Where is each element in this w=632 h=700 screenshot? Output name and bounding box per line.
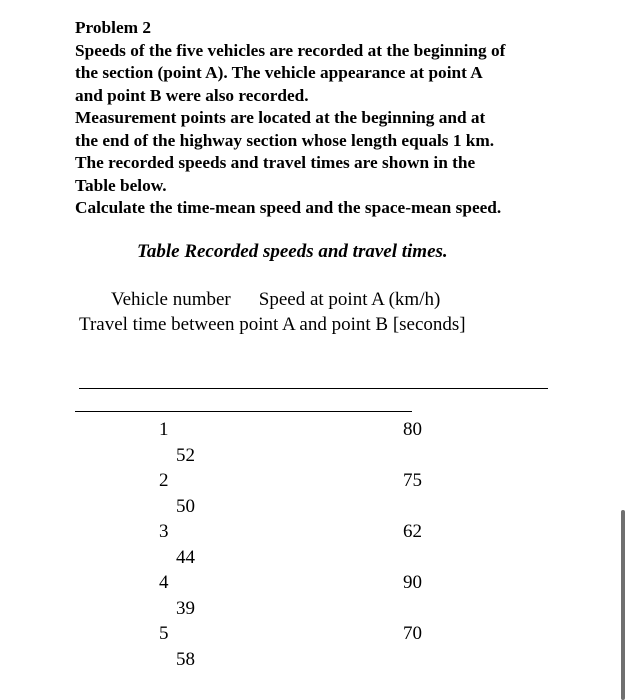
problem-line: the end of the highway section whose length equals 1 km. xyxy=(75,130,495,150)
row-5-time: 58 xyxy=(176,649,195,670)
row-1-vehicle: 1 xyxy=(159,419,169,440)
table-header-row xyxy=(111,289,440,311)
header-travel-time: Travel time between point A and point B [seconds] xyxy=(79,314,466,335)
vertical-scrollbar[interactable] xyxy=(621,510,625,700)
row-3-speed: 62 xyxy=(403,521,422,542)
table-rule-top xyxy=(79,388,548,389)
problem-line: The recorded speeds and travel times are shown in the xyxy=(75,153,476,172)
row-1-time: 52 xyxy=(176,445,195,466)
row-1-speed: 80 xyxy=(403,419,422,440)
header-vehicle-number: Vehicle number xyxy=(111,289,231,310)
row-2-time: 50 xyxy=(176,496,195,517)
row-5-speed: 70 xyxy=(403,623,422,644)
problem-line: Speeds of the five vehicles are recorded at the beginning of xyxy=(75,40,506,60)
row-4-vehicle: 4 xyxy=(159,572,169,593)
problem-line: the section (point A). The vehicle appearance at point A xyxy=(75,63,483,82)
problem-question: Calculate the time-mean speed and the space-mean speed. xyxy=(75,198,502,217)
row-3-time: 44 xyxy=(176,547,195,568)
header-speed: Speed at point A (km/h) xyxy=(258,289,441,310)
row-4-speed: 90 xyxy=(403,572,422,593)
row-2-vehicle: 2 xyxy=(159,470,169,491)
row-2-speed: 75 xyxy=(403,470,422,491)
row-3-vehicle: 3 xyxy=(159,521,169,542)
problem-text xyxy=(75,17,565,220)
problem-line: Table below. xyxy=(75,175,167,195)
row-4-time: 39 xyxy=(176,598,195,619)
table-caption: Table Recorded speeds and travel times. xyxy=(137,241,448,262)
problem-line: and point B were also recorded. xyxy=(75,85,309,105)
table-rule-header xyxy=(75,411,412,412)
row-5-vehicle: 5 xyxy=(159,623,169,644)
problem-title: Problem 2 xyxy=(75,18,151,37)
problem-line: Measurement points are located at the beginning and at xyxy=(75,108,486,127)
